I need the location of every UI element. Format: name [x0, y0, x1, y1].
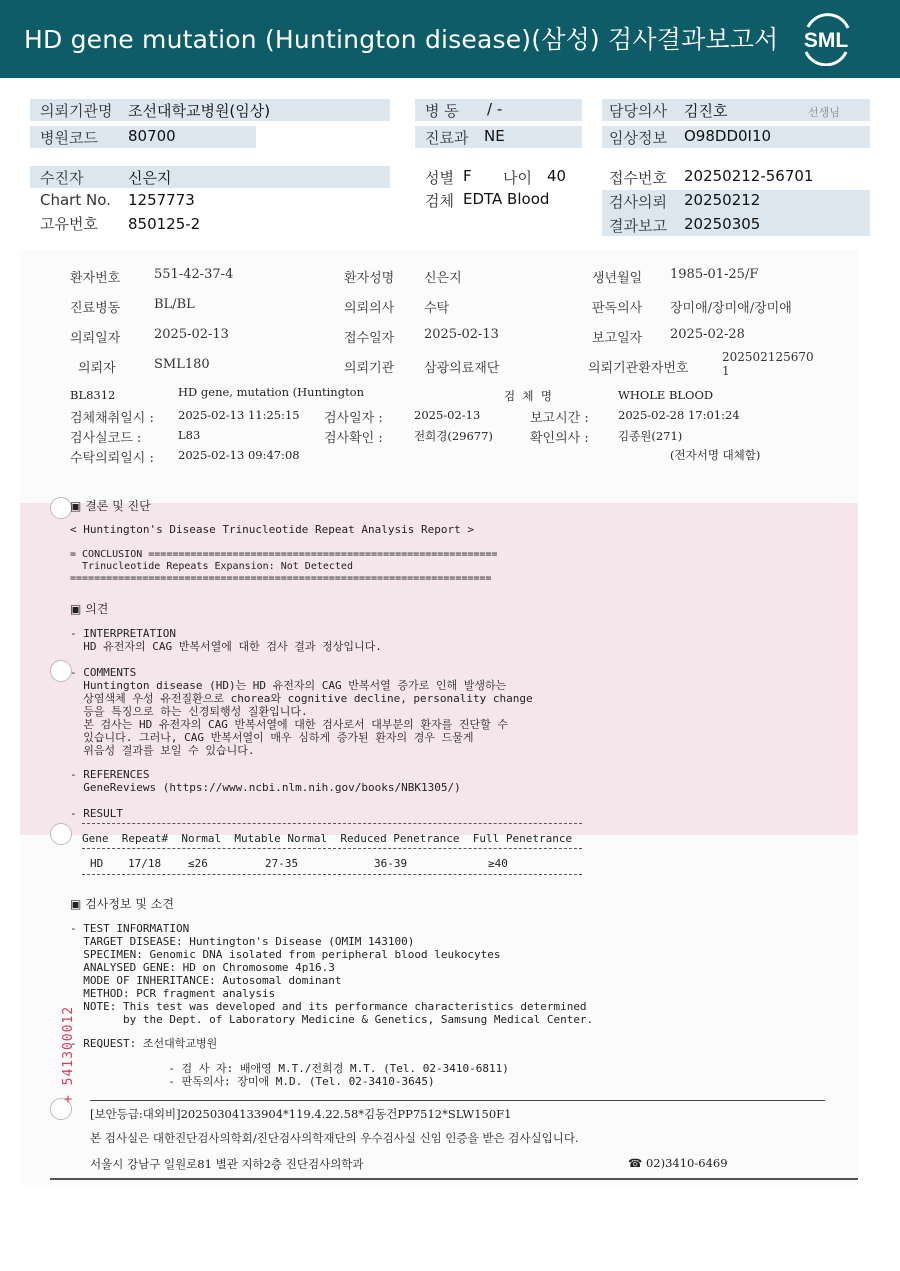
scan-label: 수탁의뢰일시 :	[70, 451, 154, 466]
report-date-label: 결과보고	[609, 217, 667, 235]
institution-label: 의뢰기관명	[40, 102, 113, 120]
footer-rule	[90, 1100, 825, 1101]
specimen-name-label: 검 체 명	[504, 389, 552, 403]
age-label: 나이	[503, 169, 532, 187]
department-label: 진료과	[425, 129, 469, 147]
table-rule	[82, 848, 582, 849]
scan-value: 2025-02-13	[424, 327, 499, 342]
doctor-value: 김진호	[684, 102, 728, 120]
receipt-no-value: 20250212-56701	[684, 167, 814, 185]
scan-label: 의뢰기관환자번호	[588, 361, 689, 376]
comments-block: - COMMENTS Huntington disease (HD)는 HD 유전자의 CAG 반복서열 증가로 인해 발생하는 상염색체 우성 유전질환으로 chorea와 cognitive decline, personality change 등을 특징으로 하는 신경퇴행성 질환입니다. 본 검사는 HD 유전자의 CAG 반복서열에 대한 검사로서 대부분의 환자를 진단할 수 있습니다. 그러나, CAG 반복서열이 매우 심하게 증가된 환자의 경우 드물게 위음성 결과를 보일 수 있습니다.	[70, 666, 533, 757]
scan-value: 2025-02-13 09:47:08	[178, 448, 300, 462]
logo-text: SML	[803, 29, 849, 52]
staff-block: - 검 사 자: 배애영 M.T./전희경 M.T. (Tel. 02-3410-6811) - 판독의사: 장미애 M.D. (Tel. 02-3410-3645)	[168, 1062, 509, 1088]
bottom-rule	[50, 1178, 858, 1180]
interpretation-block: - INTERPRETATION HD 유전자의 CAG 반복서열에 대한 검사 결과 정상입니다.	[70, 627, 382, 653]
request-date-label: 검사의뢰	[609, 193, 667, 211]
section-opinion-title: ▣ 의견	[70, 602, 109, 616]
scan-value: BL/BL	[154, 297, 195, 312]
scan-label: 보고일자	[592, 331, 643, 346]
punch-hole	[50, 660, 72, 682]
institution-value: 조선대학교병원(임상)	[128, 102, 271, 120]
patient-value: 신은지	[128, 169, 172, 187]
scan-value: SML180	[154, 357, 210, 372]
scan-label: 보고시간 :	[530, 411, 589, 426]
test-code: BL8312	[70, 388, 116, 402]
lab-address: 서울시 강남구 일원로81 별관 지하2층 진단검사의학과	[90, 1157, 364, 1171]
scan-value: 2025-02-13	[414, 408, 481, 422]
chart-no-label: Chart No.	[40, 191, 111, 209]
unique-id-label: 고유번호	[40, 215, 98, 233]
scan-value: 2025-02-13 11:25:15	[178, 408, 300, 422]
scan-label: 검사확인 :	[324, 431, 383, 446]
specimen-label: 검체	[425, 192, 454, 210]
request-date-value: 20250212	[684, 191, 761, 209]
scan-label: 판독의사	[592, 301, 643, 316]
specimen-name-value: WHOLE BLOOD	[618, 388, 714, 402]
conclusion-block: = CONCLUSION ========================================================== Trinucleotide Repeats Expansion: Not Detected ======================================================================	[70, 549, 498, 584]
table-rule	[82, 823, 582, 824]
section-conclusion-title: ▣ 결론 및 진단	[70, 499, 151, 513]
scan-value: L83	[178, 428, 201, 442]
table-cell: 36-39	[374, 857, 408, 870]
scan-label: 접수일자	[344, 331, 395, 346]
scan-label: 환자성명	[344, 271, 395, 286]
sex-label: 성별	[425, 169, 454, 187]
scan-label: 의뢰일자	[70, 331, 121, 346]
report-date-value: 20250305	[684, 215, 761, 233]
clinical-info-value: O98DD0I10	[684, 127, 772, 145]
scan-label: 생년월일	[592, 271, 643, 286]
specimen-value: EDTA Blood	[463, 190, 550, 208]
side-code: + 541300012	[61, 1005, 76, 1103]
scan-value: 551-42-37-4	[154, 267, 234, 282]
punch-hole	[50, 497, 72, 519]
sex-value: F	[463, 167, 472, 185]
th-mutable-normal: Mutable Normal	[234, 832, 328, 845]
th-full-penetrance: Full Penetrance	[472, 832, 573, 845]
scan-value: 202502125670	[722, 350, 814, 364]
scan-value: 2025-02-28	[670, 327, 745, 342]
scan-label: 진료병동	[70, 301, 121, 316]
scan-value: 삼광의료재단	[424, 361, 500, 376]
label-bar	[30, 166, 390, 188]
security-line: [보안등급:대외비]20250304133904*119.4.22.58*김동건PP7512*SLW150F1	[90, 1107, 512, 1121]
lab-phone: ☎ 02)3410-6469	[628, 1156, 728, 1170]
scan-value: 수탁	[424, 301, 450, 316]
receipt-no-label: 접수번호	[609, 169, 667, 187]
scan-value: 2025-02-28 17:01:24	[618, 408, 740, 422]
scan-label: 환자번호	[70, 271, 121, 286]
department-value: NE	[484, 127, 505, 145]
doctor-suffix: 선생님	[808, 106, 840, 119]
chart-no-value: 1257773	[128, 191, 195, 209]
scan-label: 의뢰기관	[344, 361, 395, 376]
scan-value: 2025-02-13	[154, 327, 229, 342]
table-cell: ≤26	[188, 857, 208, 870]
certification-line: 본 검사실은 대한진단검사의학회/진단검사의학재단의 우수검사실 신임 인증을 받은 검사실입니다.	[90, 1131, 579, 1145]
scan-label: 검사일자 :	[324, 411, 383, 426]
th-normal: Normal	[181, 832, 222, 845]
report-title: < Huntington's Disease Trinucleotide Repeat Analysis Report >	[70, 523, 474, 536]
unique-id-value: 850125-2	[128, 215, 201, 233]
scan-value: 장미애/장미애/장미애	[670, 301, 792, 316]
th-gene: Gene	[82, 832, 109, 845]
ward-value: / -	[487, 100, 503, 118]
test-information-block: - TEST INFORMATION TARGET DISEASE: Huntington's Disease (OMIM 143100) SPECIMEN: Genomic DNA isolated from peripheral blood leukocytes ANALYSED GENE: HD on Chromosome 4p16.3 MODE OF INHERITANCE: Autosomal dominant METHOD: PCR fragment analysis NOTE: This test was developed and its performance characteristics determined by the Dept. of Laboratory Medicine & Genetics, Samsung Medical Center.	[70, 922, 594, 1026]
result-label: - RESULT	[70, 807, 123, 820]
scan-label: 검사실코드 :	[70, 431, 142, 446]
punch-hole	[50, 823, 72, 845]
request-block: - REQUEST: 조선대학교병원	[70, 1037, 218, 1050]
section-testinfo-title: ▣ 검사정보 및 소견	[70, 897, 174, 911]
scan-label: 확인의사 :	[530, 431, 589, 446]
patient-label: 수진자	[40, 169, 84, 187]
e-signature-note: (전자서명 대체함)	[670, 448, 761, 462]
scan-value: 전희경(29677)	[414, 429, 493, 443]
test-name: HD gene, mutation (Huntington	[178, 385, 365, 399]
scan-label: 검체채취일시 :	[70, 411, 154, 426]
clinical-info-label: 임상정보	[609, 129, 667, 147]
sml-logo	[796, 12, 856, 66]
scan-label: 의뢰자	[78, 361, 116, 376]
scan-value: 김종원(271)	[618, 429, 683, 443]
ward-label: 병 동	[425, 102, 459, 120]
hospital-code-value: 80700	[128, 127, 176, 145]
table-header	[82, 832, 572, 845]
doctor-label: 담당의사	[609, 102, 667, 120]
table-cell: 27-35	[265, 857, 299, 870]
hospital-code-label: 병원코드	[40, 129, 98, 147]
scan-value: 신은지	[424, 271, 462, 286]
scan-label: 의뢰의사	[344, 301, 395, 316]
scan-value: 1	[722, 364, 730, 378]
table-cell: HD	[90, 857, 104, 870]
references-block: - REFERENCES GeneReviews (https://www.ncbi.nlm.nih.gov/books/NBK1305/)	[70, 768, 461, 794]
table-cell: ≥40	[488, 857, 508, 870]
scan-value: 1985-01-25/F	[670, 267, 759, 282]
th-reduced-penetrance: Reduced Penetrance	[340, 832, 460, 845]
table-cell: 17/18	[128, 857, 162, 870]
th-repeat: Repeat#	[121, 832, 169, 845]
page-title: HD gene mutation (Huntington disease)(삼성) 검사결과보고서	[24, 25, 779, 54]
table-rule	[82, 874, 582, 875]
age-value: 40	[547, 167, 567, 185]
